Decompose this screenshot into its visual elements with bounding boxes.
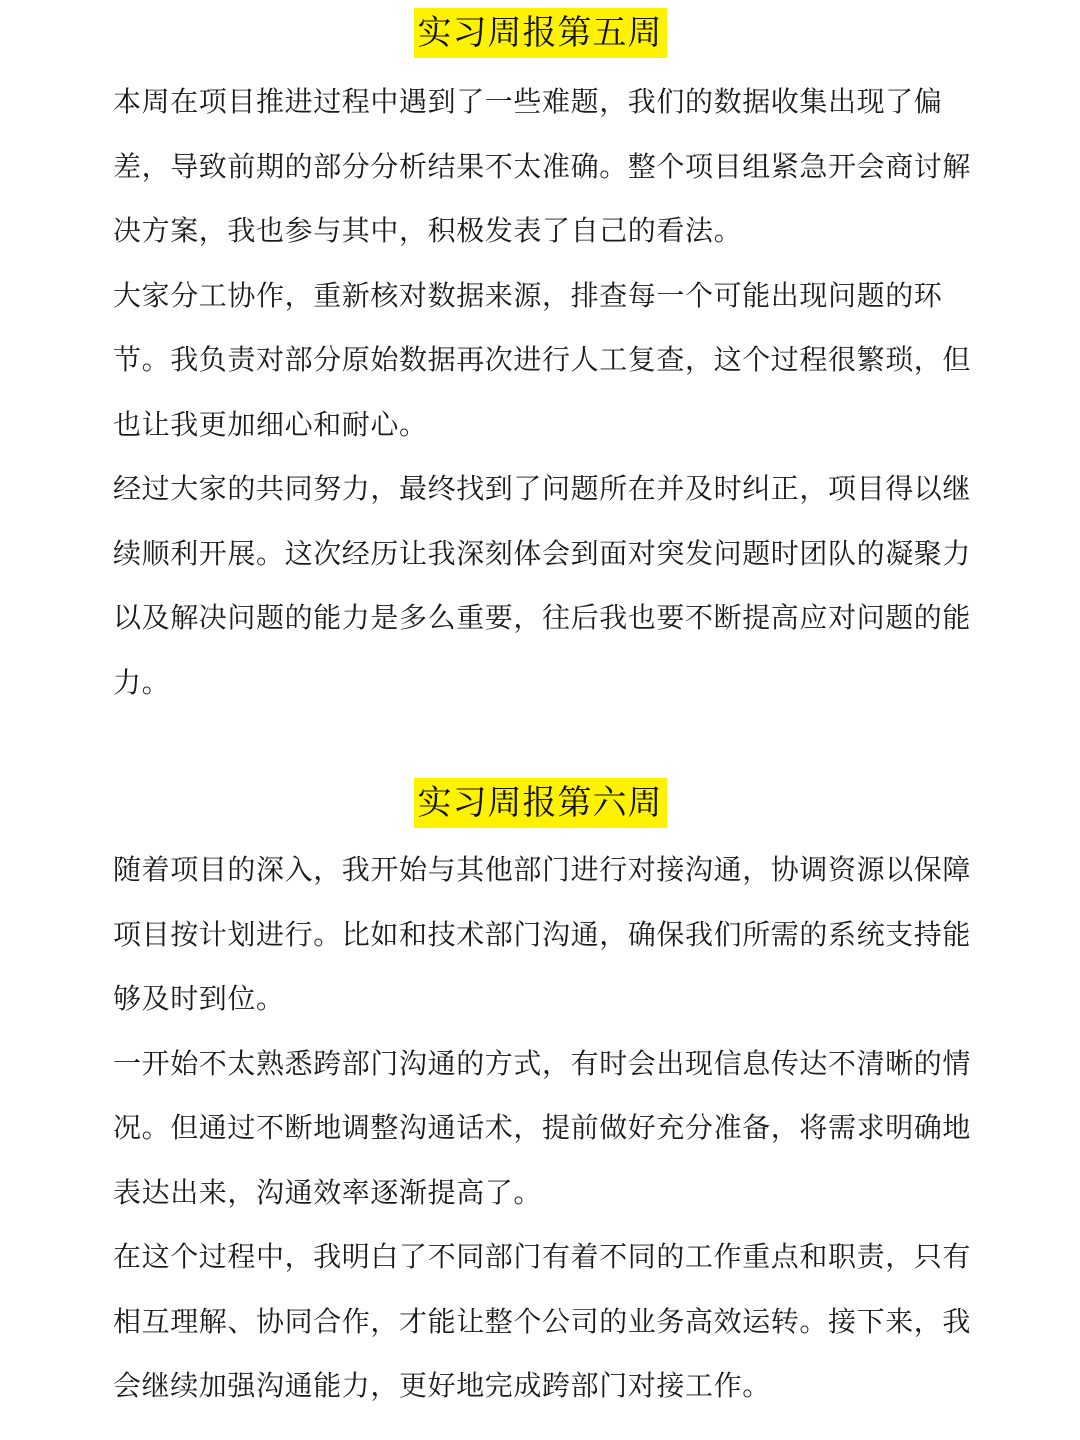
section-title-week-6 [0,778,1080,838]
paragraph: 一开始不太熟悉跨部门沟通的方式，有时会出现信息传达不清晰的情况。但通过不断地调整沟通话术，提前做好充分准备，将需求明确地表达出来，沟通效率逐渐提高了。 [113,1046,972,1209]
section-title-text: 实习周报第五周 [414,8,667,58]
paragraph: 在这个过程中，我明白了不同部门有着不同的工作重点和职责，只有相互理解、协同合作，才能让整个公司的业务高效运转。接下来，我会继续加强沟通能力，更好地完成跨部门对接工作。 [113,1240,972,1402]
paragraph: 本周在项目推进过程中遇到了一些难题，我们的数据收集出现了偏差，导致前期的部分分析结果不太准确。整个项目组紧急开会商讨解决方案，我也参与其中，积极发表了自己的看法。 [113,85,972,247]
paragraph: 大家分工协作，重新核对数据来源，排查每一个可能出现问题的环节。我负责对部分原始数据再次进行人工复查，这个过程很繁琐，但也让我更加细心和耐心。 [113,278,972,441]
paragraph: 经过大家的共同努力，最终找到了问题所在并及时纠正，项目得以继续顺利开展。这次经历让我深刻体会到面对突发问题时团队的凝聚力以及解决问题的能力是多么重要，往后我也要不断提高应对问题的能力。 [113,472,972,699]
section-body-week-6 [113,838,973,1419]
section-body-week-5 [113,70,973,715]
paragraph: 随着项目的深入，我开始与其他部门进行对接沟通，协调资源以保障项目按计划进行。比如和技术部门沟通，确保我们所需的系统支持能够及时到位。 [113,853,972,1015]
section-title-text: 实习周报第六周 [414,778,667,828]
section-title-week-5 [0,8,1080,68]
